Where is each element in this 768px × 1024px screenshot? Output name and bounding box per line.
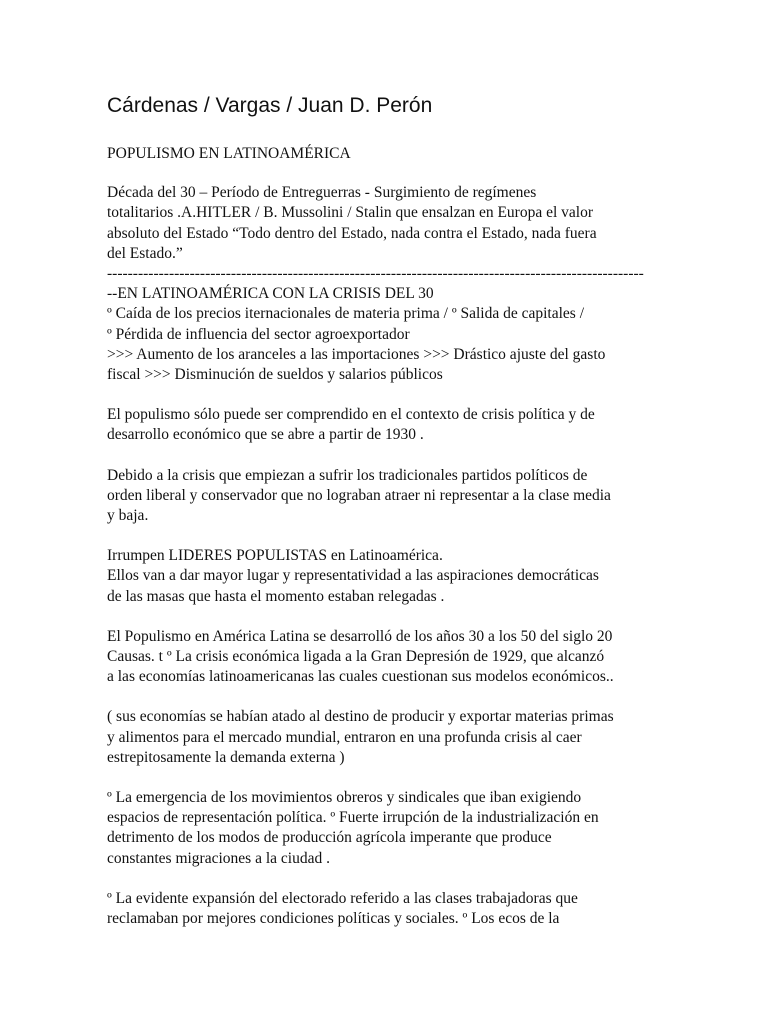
paragraph-lideres-populistas xyxy=(107,546,697,607)
paragraph-economias xyxy=(107,707,697,768)
paragraph-movimientos-obreros xyxy=(107,788,697,869)
text-line: espacios de representación política. º Fuerte irrupción de la industrialización en xyxy=(107,809,599,827)
text-line: constantes migraciones a la ciudad . xyxy=(107,849,330,867)
text-line: fiscal >>> Disminución de sueldos y salarios públicos xyxy=(107,366,443,384)
text-line: º La evidente expansión del electorado referido a las clases trabajadoras que xyxy=(107,889,578,907)
document-subtitle: POPULISMO EN LATINOAMÉRICA xyxy=(107,145,351,162)
paragraph-populismo-contexto xyxy=(107,405,697,445)
text-line: º Caída de los precios iternacionales de materia prima / º Salida de capitales / xyxy=(107,305,585,323)
text-line: Ellos van a dar mayor lugar y representatividad a las aspiraciones democráticas xyxy=(107,567,599,585)
text-line: ( sus economías se habían atado al destino de producir y exportar materias primas xyxy=(107,708,614,726)
text-line: a las economías latinoamericanas las cuales cuestionan sus modelos económicos.. xyxy=(107,668,614,686)
text-line: Irrumpen LIDERES POPULISTAS en Latinoamérica. xyxy=(107,547,443,565)
document-page xyxy=(107,92,697,929)
text-line: Década del 30 – Período de Entreguerras - Surgimiento de regímenes xyxy=(107,184,537,202)
paragraph-expansion-electorado xyxy=(107,889,697,929)
text-line: reclamaban por mejores condiciones políticas y sociales. º Los ecos de la xyxy=(107,910,560,928)
text-line: Causas. t º La crisis económica ligada a la Gran Depresión de 1929, que alcanzó xyxy=(107,648,605,666)
text-line: totalitarios .A.HITLER / B. Mussolini / Stalin que ensalzan en Europa el valor xyxy=(107,204,594,222)
paragraph-crisis-partidos xyxy=(107,466,697,527)
text-line: detrimento de los modos de producción agrícola imperante que produce xyxy=(107,829,552,847)
text-line: de las masas que hasta el momento estaban relegadas . xyxy=(107,587,445,605)
text-line: desarrollo económico que se abre a partir de 1930 . xyxy=(107,426,424,444)
text-line: absoluto del Estado “Todo dentro del Estado, nada contra el Estado, nada fuera xyxy=(107,224,597,242)
paragraph-decada-del-30 xyxy=(107,183,697,385)
text-line: orden liberal y conservador que no lograban atraer ni representar a la clase media xyxy=(107,486,611,504)
paragraph-causas xyxy=(107,627,697,688)
text-line: y baja. xyxy=(107,507,149,525)
text-line: del Estado.” xyxy=(107,244,183,262)
dashed-divider: -------------------------------------------------------------------------------------------------------- xyxy=(107,265,644,283)
text-line: --EN LATINOAMÉRICA CON LA CRISIS DEL 30 xyxy=(107,285,434,303)
text-line: º La emergencia de los movimientos obreros y sindicales que iban exigiendo xyxy=(107,789,582,807)
text-line: Debido a la crisis que empiezan a sufrir los tradicionales partidos políticos de xyxy=(107,466,588,484)
text-line: >>> Aumento de los aranceles a las importaciones >>> Drástico ajuste del gasto xyxy=(107,345,606,363)
text-line: º Pérdida de influencia del sector agroexportador xyxy=(107,325,410,343)
text-line: y alimentos para el mercado mundial, entraron en una profunda crisis al caer xyxy=(107,728,582,746)
text-line: El Populismo en América Latina se desarrolló de los años 30 a los 50 del siglo 20 xyxy=(107,627,613,645)
text-line: El populismo sólo puede ser comprendido en el contexto de crisis política y de xyxy=(107,406,595,424)
document-title: Cárdenas / Vargas / Juan D. Perón xyxy=(107,94,433,117)
text-line: estrepitosamente la demanda externa ) xyxy=(107,748,345,766)
